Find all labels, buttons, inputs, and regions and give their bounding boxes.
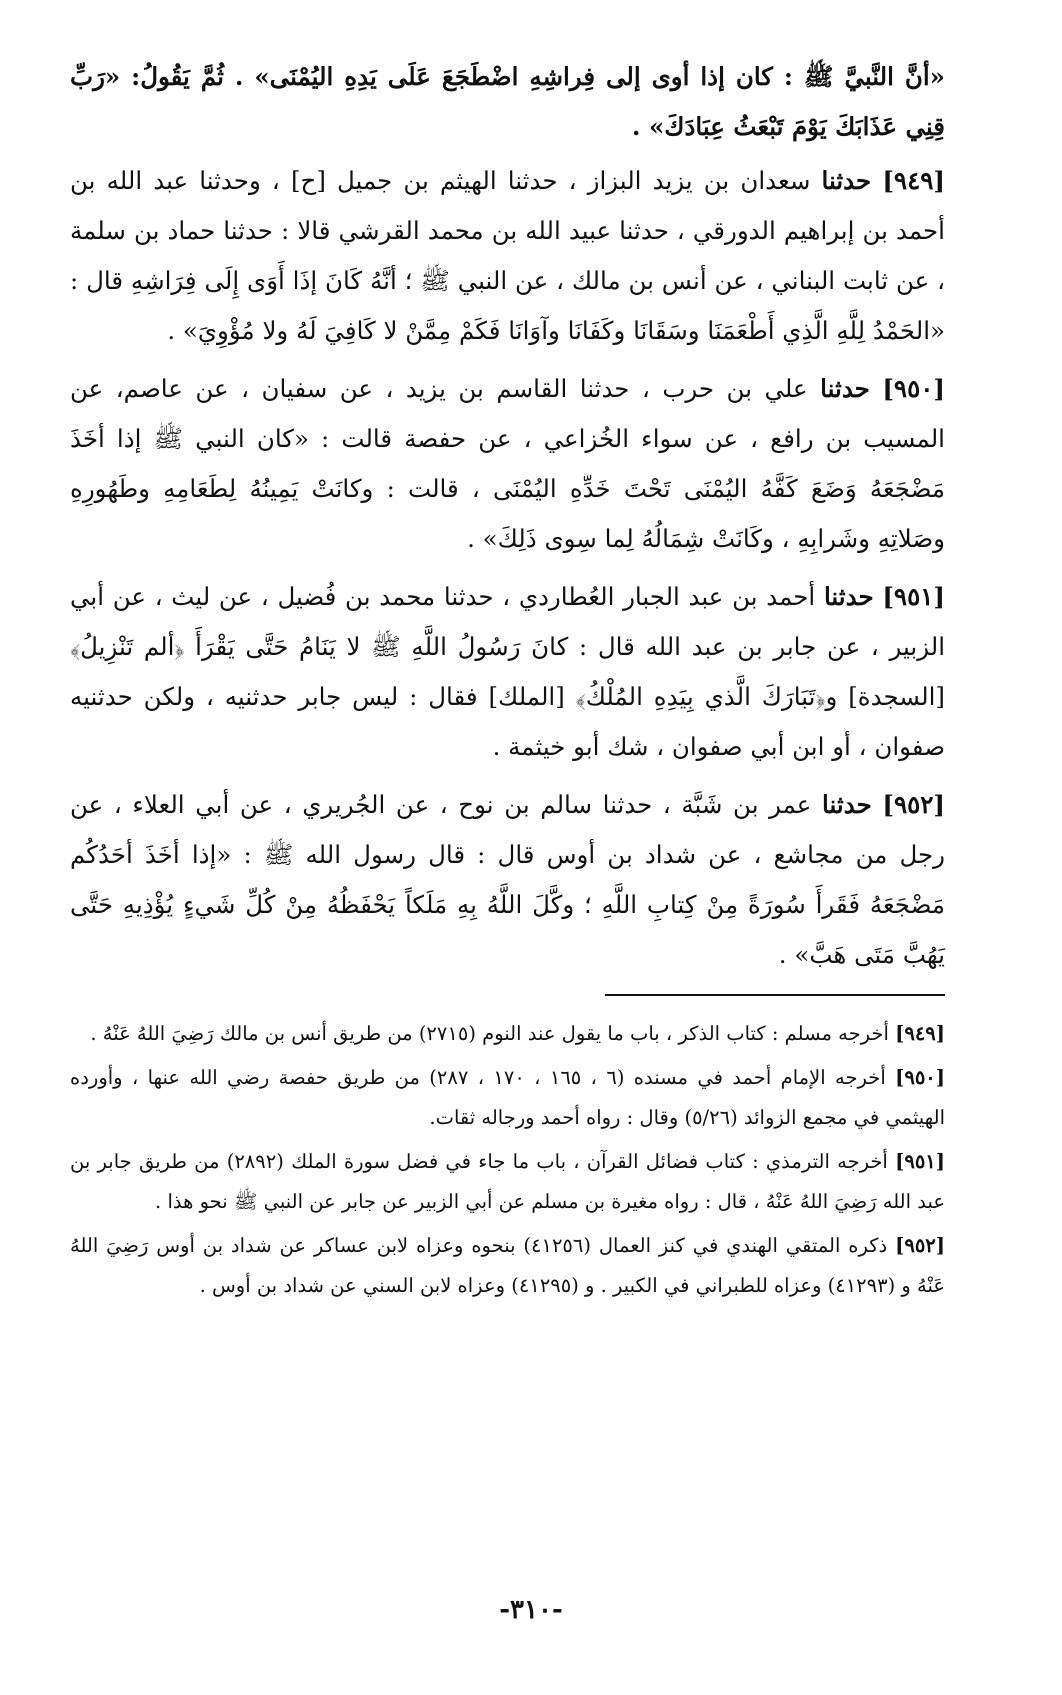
- hadith-text: علي بن حرب ، حدثنا القاسم بن يزيد ، عن سفيان ، عن عاصم، عن المسيب بن رافع ، عن سواء الخُزاعي ، عن حفصة قالت : «كان النبي ﷺ إذا أخَذَ مَضْجَعَهُ وَضَعَ كَفَّهُ اليُمْنَى تَحْتَ خَدِّهِ اليُمْنَى ، قالت : وكانَتْ يَمِينُهُ لِطَعَامِهِ وطَهُورِهِ وصَلاتِهِ وشَرابِهِ ، وكَانَتْ شِمَالُهُ لِما سِوى ذَلِكَ» .: [70, 374, 945, 553]
- hadith-text: أحمد بن عبد الجبار العُطاردي ، حدثنا محمد بن فُضيل ، عن ليث ، عن أبي الزبير ، عن جابر بن عبد الله قال : كانَ رَسُولُ اللَّهِ ﷺ لا يَنَامُ حَتَّى يَقْرَأَ ﴿ألم تَنْزِيلُ﴾ [السجدة] و﴿تَبَارَكَ الَّذي بِيَدِهِ المُلْكُ﴾ [الملك] فقال : ليس جابر حدثنيه ، ولكن حدثنيه صفوان ، أو ابن أبي صفوان ، شك أبو خيثمة .: [70, 582, 945, 761]
- footnote-divider: [605, 994, 945, 996]
- hadith-opening: حدثنا: [821, 166, 872, 195]
- hadith-number: [٩٥٢]: [882, 790, 946, 819]
- hadith-951: [70, 572, 945, 772]
- hadith-952: [70, 780, 945, 980]
- hadith-opening: حدثنا: [822, 790, 872, 819]
- hadith-opening: حدثنا: [820, 374, 870, 403]
- footnote-text: ذكره المتقي الهندي في كنز العمال (٤١٢٥٦) بنحوه وعزاه لابن عساكر عن شداد بن أوس رَضِيَ اللهُ عَنْهُ و (٤١٢٩٣) وعزاه للطبراني في الكبير . و (٤١٢٩٥) وعزاه لابن السني عن شداد بن أوس .: [70, 1234, 945, 1297]
- footnote-number: [٩٥٢]: [895, 1234, 945, 1257]
- hadith-950: [70, 364, 945, 564]
- footnote-text: أخرجه الترمذي : كتاب فضائل القرآن ، باب ما جاء في فضل سورة الملك (٢٨٩٢) من طريق جابر بن عبد الله رَضِيَ اللهُ عَنْهُ ، قال : رواه مغيرة بن مسلم عن أبي الزبير عن جابر عن النبي ﷺ نحو هذا .: [70, 1150, 945, 1213]
- hadith-number: [٩٤٩]: [882, 166, 945, 195]
- footnote-number: [٩٥٠]: [895, 1066, 946, 1089]
- hadith-number: [٩٥٠]: [882, 374, 945, 403]
- footnote-949: [70, 1014, 945, 1054]
- footnote-952: [70, 1226, 945, 1306]
- hadith-continuation: [70, 52, 945, 152]
- hadith-number: [٩٥١]: [882, 582, 945, 611]
- hadith-opening: حدثنا: [823, 582, 874, 611]
- hadith-text: سعدان بن يزيد البزاز ، حدثنا الهيثم بن جميل [ح] ، وحدثنا عبد الله بن أحمد بن إبراهيم الدورقي ، حدثنا عبيد الله بن محمد القرشي قالا : حدثنا حماد بن سلمة ، عن ثابت البناني ، عن أنس بن مالك ، عن النبي ﷺ ؛ أنَّهُ كَانَ إذَا أَوَى إِلَى فِرَاشِهِ قال : «الحَمْدُ لِلَّهِ الَّذِي أَطْعَمَنَا وسَقَانَا وكَفَانَا وآوَانَا فَكَمْ مِمَّنْ لا كَافِيَ لَهُ ولا مُؤْوِيَ» .: [70, 166, 945, 345]
- hadith-text: عمر بن شَبَّة ، حدثنا سالم بن نوح ، عن الجُريري ، عن أبي العلاء ، عن رجل من مجاشع ، عن شداد بن أوس قال : قال رسول الله ﷺ : «إذا أخَذَ أحَدُكُم مَضْجَعَهُ فَقَرأَ سُورَةً مِنْ كِتابِ اللَّهِ ؛ وكَّلَ اللَّهُ بِهِ مَلَكاً يَحْفَظُهُ مِنْ كُلِّ شَيءٍ يُؤْذِيهِ حَتَّى يَهُبَّ مَتَى هَبَّ» .: [70, 790, 945, 969]
- footnote-text: أخرجه الإمام أحمد في مسنده (٦ ، ١٦٥ ، ١٧٠ ، ٢٨٧) من طريق حفصة رضي الله عنها ، وأورده الهيثمي في مجمع الزوائد (٥/٢٦) وقال : رواه أحمد ورجاله ثقات.: [70, 1066, 945, 1129]
- page-body: [70, 52, 945, 1310]
- hadith-text: «أنَّ النَّبيَّ ﷺ : كان إذا أوى إلى فِراشِهِ اضْطَجَعَ عَلَى يَدِهِ اليُمْنَى» . ثُمَّ يَقُولُ: «رَبِّ قِنِي عَذَابَكَ يَوْمَ تَبْعَثُ عِبَادَكَ» .: [70, 62, 945, 141]
- footnote-951: [70, 1142, 945, 1222]
- footnote-950: [70, 1058, 945, 1138]
- footnote-number: [٩٥١]: [895, 1150, 945, 1173]
- footnote-text: أخرجه مسلم : كتاب الذكر ، باب ما يقول عند النوم (٢٧١٥) من طريق أنس بن مالك رَضِيَ اللهُ عَنْهُ .: [90, 1022, 889, 1045]
- footnote-number: [٩٤٩]: [895, 1022, 945, 1045]
- hadith-949: [70, 156, 945, 356]
- page-number: -٣١٠-: [499, 1595, 563, 1625]
